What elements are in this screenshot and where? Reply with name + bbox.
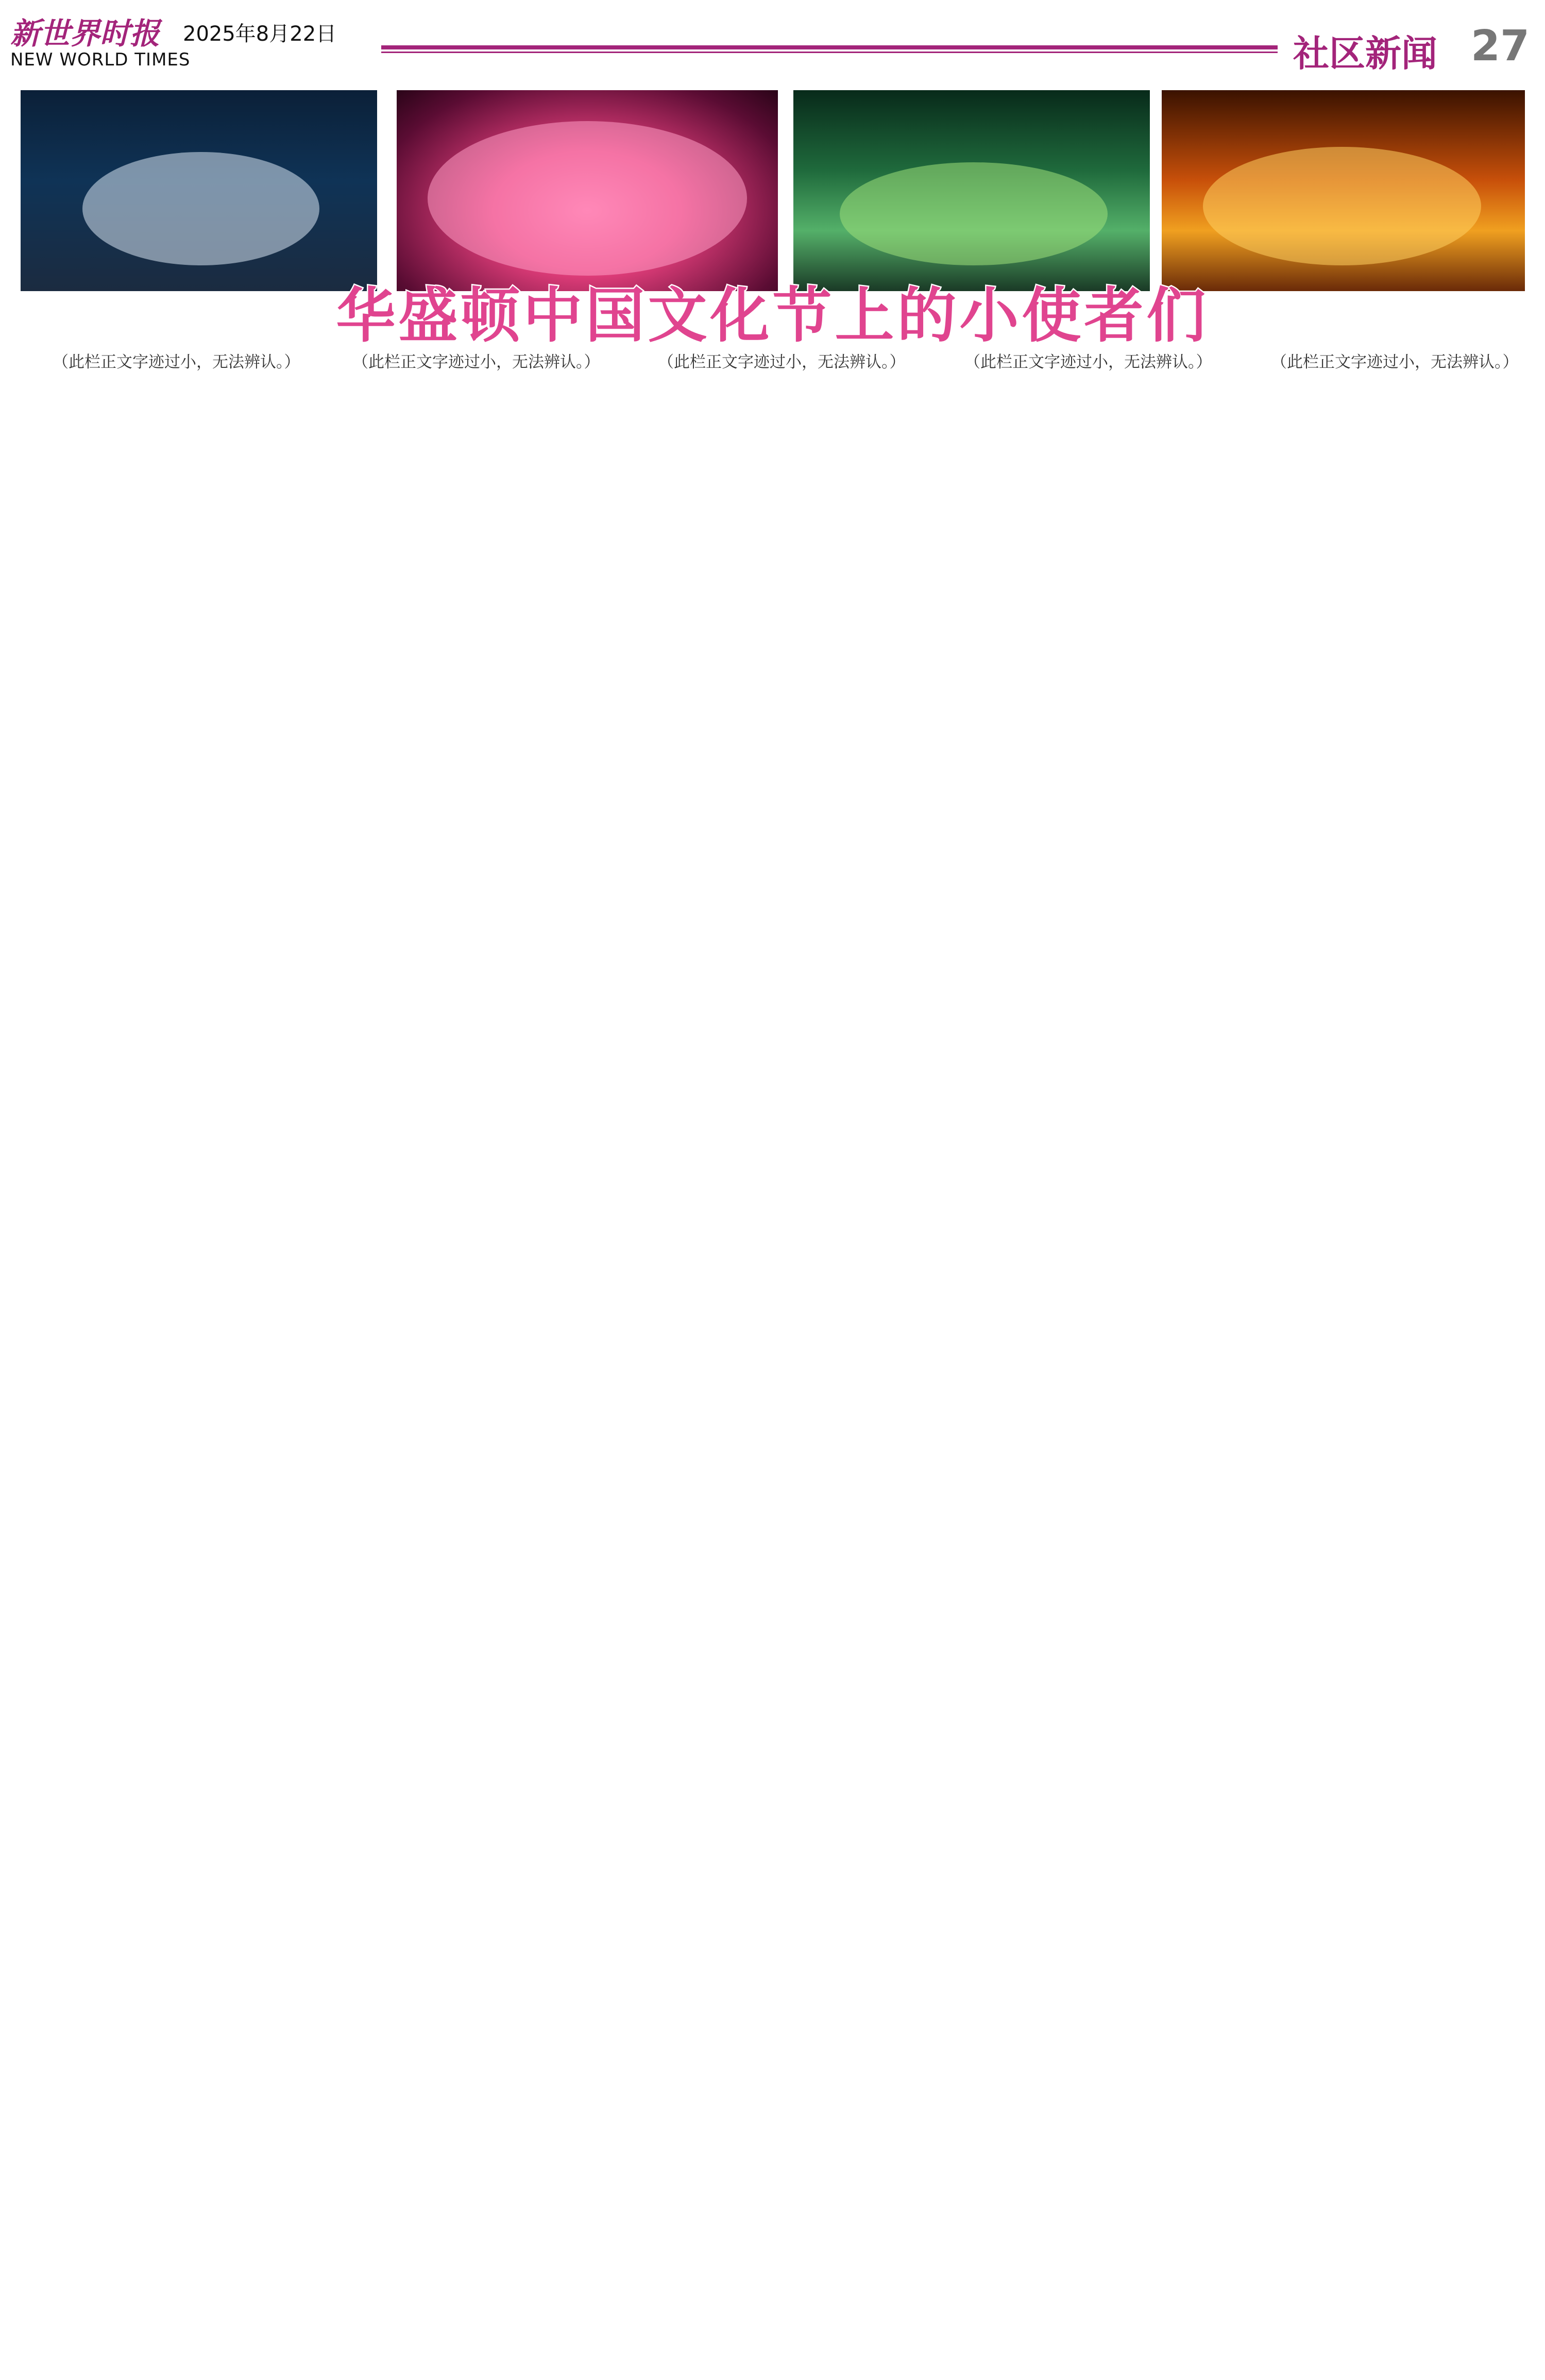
paragraph: （此栏正文字迹过小，无法辨认。） bbox=[53, 353, 300, 372]
photo-dance-2 bbox=[397, 90, 778, 291]
photo-highlight bbox=[840, 162, 1108, 265]
headline: 华盛顿中国文化节上的小使者们 bbox=[336, 281, 1209, 350]
article-column-1 bbox=[21, 350, 309, 2370]
section-name: 社区新闻 bbox=[1293, 32, 1437, 75]
photo-highlight bbox=[428, 121, 747, 276]
paragraph: （此栏正文字迹过小，无法辨认。） bbox=[352, 353, 600, 372]
program-column-5 bbox=[1239, 350, 1527, 2370]
program-column-4 bbox=[932, 350, 1221, 2370]
program-column-3 bbox=[626, 350, 914, 2370]
photo-highlight bbox=[82, 152, 319, 265]
photo-dance-3 bbox=[793, 90, 1150, 291]
photo-dance-1 bbox=[21, 90, 377, 291]
page-number: 27 bbox=[1471, 22, 1530, 71]
issue-date: 2025年8月22日 bbox=[183, 22, 337, 46]
masthead bbox=[10, 9, 1535, 75]
paper-name: 新世界时报 bbox=[10, 16, 160, 51]
paragraph: （此栏正文字迹过小，无法辨认。） bbox=[964, 353, 1212, 372]
article-column-2 bbox=[320, 350, 609, 2370]
photo-highlight bbox=[1203, 147, 1481, 265]
photo-dance-4 bbox=[1162, 90, 1525, 291]
masthead-rule bbox=[381, 45, 1278, 49]
paper-name-english: NEW WORLD TIMES bbox=[10, 49, 191, 70]
paragraph: （此栏正文字迹过小，无法辨认。） bbox=[1271, 353, 1519, 372]
paragraph: （此栏正文字迹过小，无法辨认。） bbox=[658, 353, 906, 372]
masthead-rule-thin bbox=[381, 52, 1278, 53]
